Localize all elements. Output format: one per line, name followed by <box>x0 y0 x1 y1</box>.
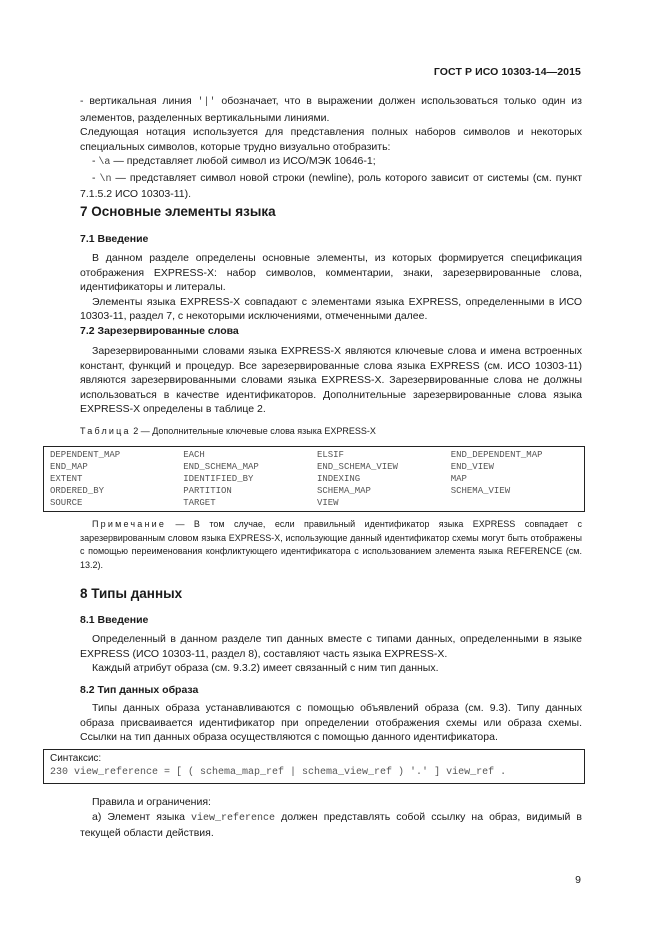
keyword-cell: PARTITION <box>183 486 232 496</box>
keyword-cell: VIEW <box>316 498 339 508</box>
keyword-cell: END_SCHEMA_VIEW <box>316 462 398 472</box>
text: — представляет символ новой строки (newline), роль которого зависит от системы (см. пункт 7.1.5.2 ИСО 10303-11). <box>80 171 583 200</box>
keyword-cell: DEPENDENT_MAP <box>50 450 121 460</box>
paragraph: Каждый атрибут образа (см. 9.3.2) имеет связанный с ним тип данных. <box>92 662 439 674</box>
code-inline: \a <box>98 157 111 168</box>
section-7-title: 7 Основные элементы языка <box>80 204 276 219</box>
paragraph-notation-n <box>80 171 582 202</box>
text: — представляет любой символ из ИСО/МЭК 10646-1; <box>110 155 376 167</box>
code-inline: view_reference <box>191 812 276 824</box>
standard-designation: ГОСТ Р ИСО 10303-14—2015 <box>433 66 581 78</box>
section-7-1-title: 7.1 Введение <box>80 233 149 245</box>
rules-label: Правила и ограничения: <box>92 796 211 808</box>
code-inline: '|' <box>197 97 216 108</box>
keywords-table <box>43 446 585 512</box>
text: а) Элемент языка <box>92 810 192 823</box>
paragraph: Типы данных образа устанавливаются с помощью объявлений образа (см. 9.3). Типу данных образа присваивается идентификатор при определении отображения схемы или образа схемы. Ссылки на тип данных образа осуществляются с помощью данного идентификатора. <box>80 702 582 743</box>
text: обозначает, что в выражении должен использоваться только один из элементов, разделенных вертикальными линиями. <box>80 95 582 124</box>
keyword-cell: TARGET <box>183 498 216 508</box>
intro-block <box>80 94 582 202</box>
caption-text: 2 — Дополнительные ключевые слова языка EXPRESS-X <box>130 426 376 436</box>
rule-a <box>80 810 582 841</box>
paragraph-notation <box>80 125 582 154</box>
keyword-cell <box>445 497 585 512</box>
keyword-cell: END_SCHEMA_MAP <box>183 462 259 472</box>
section-7-1-body <box>80 251 582 324</box>
section-7-2-title: 7.2 Зарезервированные слова <box>80 325 239 337</box>
syntax-code: 230 view_reference = [ ( schema_map_ref | schema_view_ref ) '.' ] view_ref . <box>50 767 507 778</box>
section-8-2-title: 8.2 Тип данных образа <box>80 684 199 696</box>
paragraph: Элементы языка EXPRESS-X совпадают с элементами языка EXPRESS, определенными в ИСО 10303-11, раздел 7, с некоторыми исключениями, отмеченными далее. <box>80 295 582 322</box>
text: - <box>92 155 99 167</box>
table-row <box>44 473 585 485</box>
syntax-box <box>43 749 585 784</box>
keyword-cell: END_DEPENDENT_MAP <box>450 450 543 460</box>
keyword-cell: END_MAP <box>50 462 88 472</box>
keyword-cell: IDENTIFIED_BY <box>183 474 254 484</box>
rules-block <box>80 795 582 841</box>
paragraph-notation-a <box>80 154 582 171</box>
section-8-title: 8 Типы данных <box>80 586 183 601</box>
section-8-1-body <box>80 632 582 676</box>
table-note <box>80 518 582 572</box>
keyword-cell: ORDERED_BY <box>50 486 105 496</box>
paragraph-vertical-line <box>80 94 582 125</box>
note-label: Примечание <box>92 519 167 529</box>
keyword-cell: ELSIF <box>316 450 344 460</box>
note-paragraph <box>80 518 582 572</box>
text: - <box>92 171 100 184</box>
caption-label: Таблица <box>80 426 131 436</box>
section-8-1-title: 8.1 Введение <box>80 614 149 626</box>
keyword-cell: END_VIEW <box>450 462 494 472</box>
keyword-cell: EXTENT <box>50 474 83 484</box>
paragraph: В данном разделе определены основные элементы, из которых формируется спецификация отображения EXPRESS-X: набор символов, комментарии, знаки, зарезервированные слова, идентификаторы и литералы. <box>80 252 582 293</box>
syntax-label: Синтаксис: <box>50 753 102 764</box>
section-8-2-body <box>80 701 582 745</box>
table-row <box>44 497 585 512</box>
note-text: — В том случае, если правильный идентификатор языка EXPRESS совпадает с зарезервированным словом языка EXPRESS-X, использующие данный идентификатор схемы могут быть отображены с помощью переименования конфликтующего идентификатора с использованием элемента языка REFERENCE (см. 13.2). <box>80 519 582 570</box>
keyword-cell: EACH <box>183 450 205 460</box>
section-7-2-body <box>80 344 582 417</box>
keyword-cell: SCHEMA_MAP <box>316 486 371 496</box>
table-row <box>44 447 585 462</box>
keyword-cell: INDEXING <box>316 474 361 484</box>
text: Следующая нотация используется для представления полных наборов символов и некоторых специальных символов, которые трудно визуально отобразить: <box>80 126 582 153</box>
code-inline: \n <box>99 173 112 185</box>
text: - вертикальная линия <box>80 95 198 107</box>
table-row <box>44 485 585 497</box>
page-number: 9 <box>575 874 581 886</box>
keyword-cell: MAP <box>450 474 467 484</box>
table-caption <box>80 426 582 436</box>
keyword-cell: SCHEMA_VIEW <box>450 486 511 496</box>
text: должен представлять собой ссылку на образ, видимый в текущей области действия. <box>80 810 582 839</box>
table-row <box>44 461 585 473</box>
keyword-cell: SOURCE <box>50 498 83 508</box>
paragraph: Определенный в данном разделе тип данных вместе с типами данных, определенными в языке EXPRESS (ИСО 10303-11, раздел 8), составляют часть языка EXPRESS-X. <box>80 633 582 660</box>
paragraph: Зарезервированными словами языка EXPRESS-X являются ключевые слова и имена встроенных констант, функций и процедур. Все зарезервированные слова языка EXPRESS (см. ИСО 10303-11) являются зарезервированными словами языка EXPRESS-X. Зарезервированные слова не должны использоваться в качестве идентификаторов. Дополнительные зарезервированные слова языка EXPRESS-X определены в таблице 2. <box>80 345 582 415</box>
